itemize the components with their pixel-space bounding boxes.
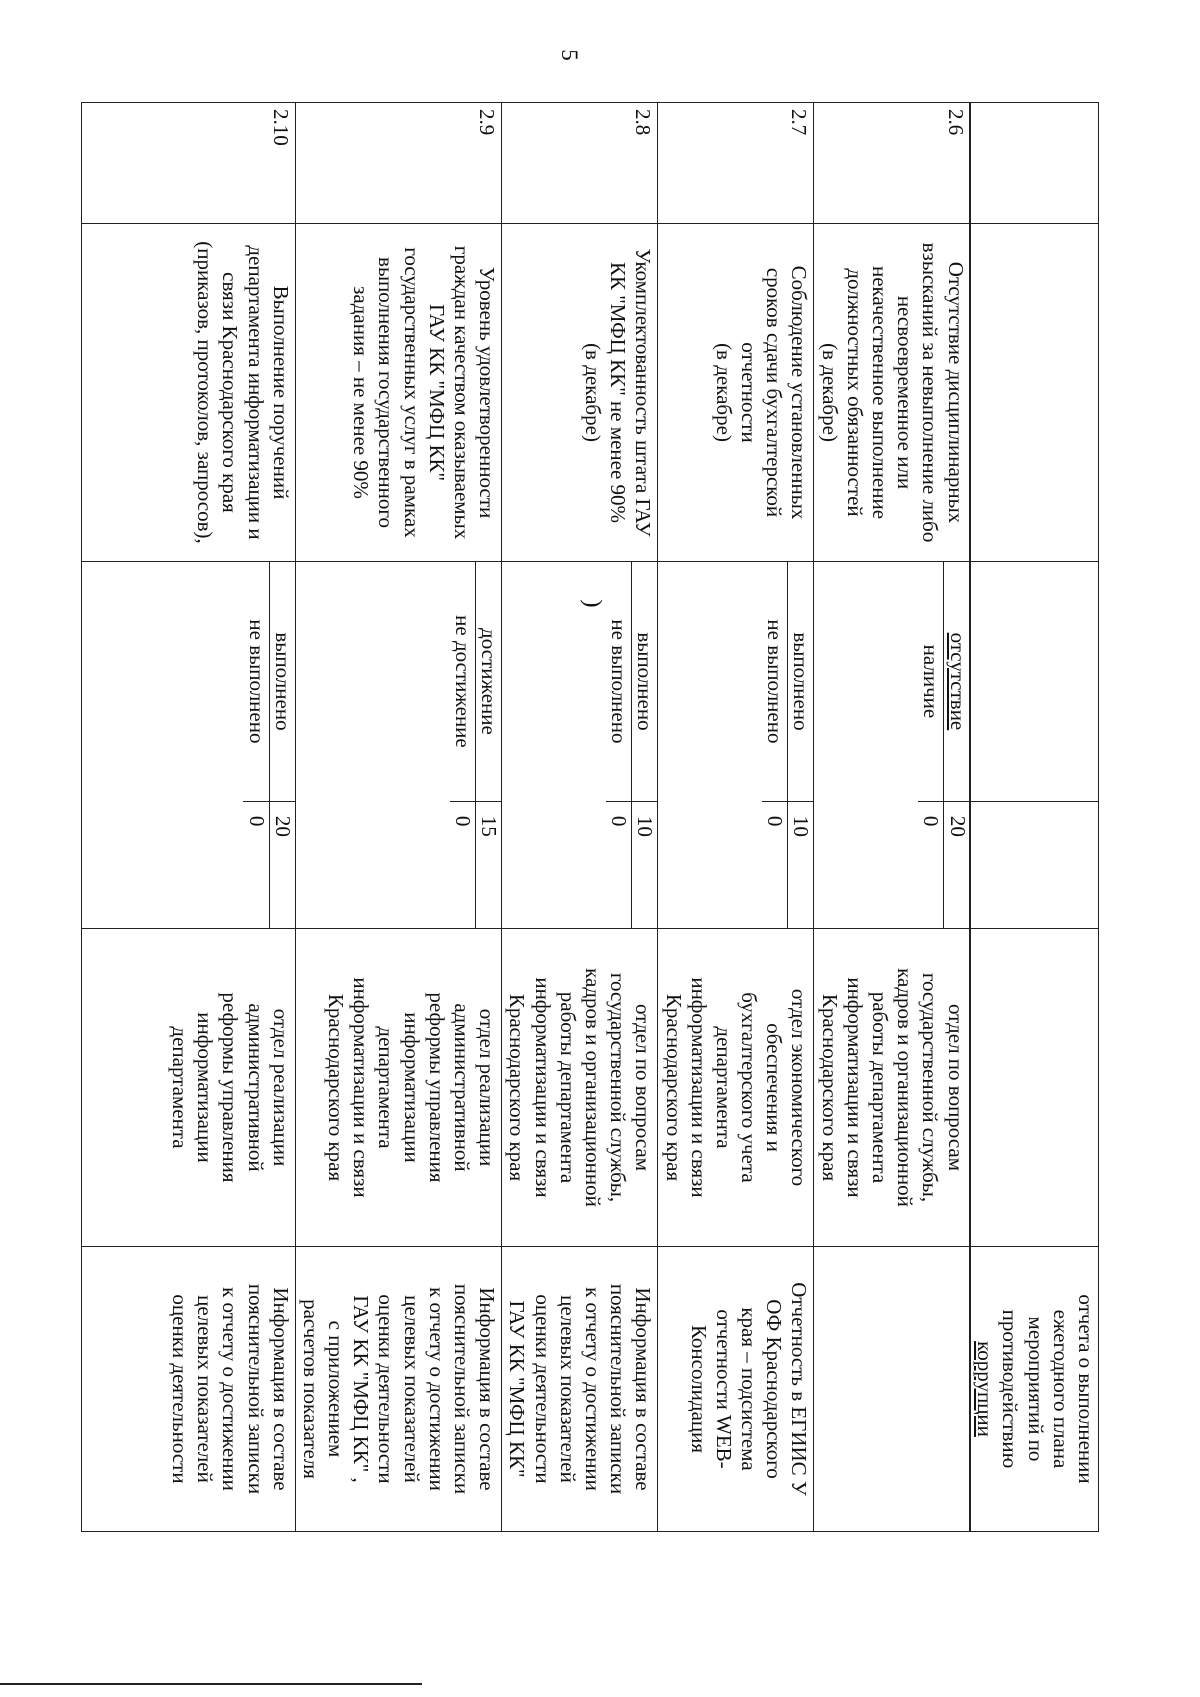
responsible-line: бухгалтерского учета — [737, 992, 762, 1183]
criterion-line: задания – не менее 90% — [349, 286, 374, 499]
responsible-line: Краснодарского края — [505, 993, 530, 1182]
source-line: Информация в составе — [475, 1287, 500, 1491]
report-line: противодействию — [998, 1309, 1023, 1469]
page-number: 5 — [556, 49, 582, 61]
state-points-table — [243, 562, 294, 928]
criterion-line: связи Краснодарского края — [218, 272, 243, 513]
responsible-line: административной — [243, 1003, 268, 1172]
source-line: ГАУ КК "МФЦ КК" — [505, 1300, 530, 1478]
source-cell — [81, 1247, 295, 1532]
points-positive: 10 — [632, 801, 658, 928]
state-points-cell — [81, 562, 295, 929]
points-negative: 0 — [243, 801, 269, 928]
responsible-line: Краснодарского края — [324, 993, 349, 1182]
criterion-line: Выполнение поручений — [268, 285, 293, 500]
state-negative: не выполнено — [607, 619, 632, 744]
criterion-line: (в декабре) — [711, 343, 736, 442]
state-points-table — [762, 562, 813, 928]
row-number: 2.8 — [502, 103, 658, 224]
source-line: Информация в составе — [268, 1287, 293, 1491]
state-points-cell — [658, 562, 814, 929]
points-positive: 10 — [788, 801, 814, 928]
criterion-line: государственных услуг в рамках — [399, 247, 424, 538]
source-line: отчетности WEB- — [711, 1309, 736, 1469]
criterion-line: (в декабре) — [580, 343, 605, 442]
responsible-cell — [295, 929, 502, 1247]
criterion-line: (в декабре) — [817, 343, 842, 442]
state-negative: не достижение — [451, 615, 476, 748]
responsible-line: департамента — [374, 1026, 399, 1149]
cell-report — [970, 1247, 1099, 1532]
source-line: Консолидация — [686, 1324, 711, 1454]
criterion-cell — [814, 224, 970, 562]
source-line: с приложением — [324, 1320, 349, 1458]
points-positive: 20 — [269, 801, 295, 928]
responsible-line: Краснодарского края — [661, 993, 686, 1182]
state-positive: выполнено — [632, 562, 658, 801]
source-line: пояснительной записки — [243, 1283, 268, 1495]
responsible-line: отдел по вопросам — [943, 1003, 968, 1172]
cell-criterion-empty — [970, 224, 1099, 562]
source-line: пояснительной записки — [606, 1283, 631, 1495]
source-line: пояснительной записки — [450, 1283, 475, 1495]
responsible-line: информатизации и связи — [349, 977, 374, 1198]
criterion-cell — [81, 224, 295, 562]
responsible-line: административной — [450, 1003, 475, 1172]
source-line: Отчетность в ЕГИИС У — [787, 1282, 812, 1496]
source-line: Информация в составе — [631, 1287, 656, 1491]
criterion-line: граждан качеством оказываемых — [450, 245, 475, 540]
source-line: расчетов показателя — [298, 1299, 323, 1479]
criteria-table — [969, 102, 1099, 1532]
criterion-line: выполнения государственного — [374, 257, 399, 528]
source-cell — [502, 1247, 658, 1532]
points-negative: 0 — [918, 801, 944, 928]
responsible-cell — [81, 929, 295, 1247]
row-number: 2.9 — [295, 103, 502, 224]
source-line: к отчету о достижении — [580, 1287, 605, 1491]
criterion-line: несвоевременное или — [893, 295, 918, 490]
source-cell — [295, 1247, 502, 1532]
source-line: к отчету о достижении — [424, 1287, 449, 1491]
responsible-line: отдел реализации — [475, 1008, 500, 1167]
row-number: 2.10 — [81, 103, 295, 224]
table-row — [814, 103, 970, 1532]
responsible-line: департамента — [167, 1026, 192, 1149]
responsible-cell — [502, 929, 658, 1247]
criterion-line: департамента информатизации и — [243, 245, 268, 540]
state-positive: выполнено — [269, 562, 295, 801]
source-cell — [658, 1247, 814, 1532]
cell-points-empty — [970, 802, 1099, 929]
responsible-line: информатизации и связи — [530, 977, 555, 1198]
criterion-line: Соблюдение установленных — [787, 265, 812, 520]
source-line: края – подсистема — [737, 1307, 762, 1471]
stray-mark: ) — [579, 599, 606, 608]
source-line: оценки деятельности — [374, 1294, 399, 1484]
state-points-cell — [502, 562, 658, 929]
criterion-line: Отсутствие дисциплинарных — [943, 261, 968, 524]
state-points-cell — [295, 562, 502, 929]
criterion-cell — [502, 224, 658, 562]
table-row — [295, 103, 502, 1532]
responsible-line: департамента — [711, 1026, 736, 1149]
points-positive: 20 — [944, 801, 970, 928]
responsible-line: информатизации — [193, 1012, 218, 1163]
state-points-table — [450, 562, 501, 928]
criterion-line: отчетности — [737, 342, 762, 443]
responsible-cell — [658, 929, 814, 1247]
criteria-table-body — [81, 102, 971, 1532]
responsible-line: работы департамента — [868, 991, 893, 1184]
source-line: целевых показателей — [555, 1295, 580, 1483]
source-cell — [814, 1247, 970, 1532]
responsible-line: отдел реализации — [268, 1008, 293, 1167]
table-row — [658, 103, 814, 1532]
row-number: 2.6 — [814, 103, 970, 224]
criterion-line: сроков сдачи бухгалтерской — [762, 267, 787, 518]
responsible-line: отдел экономического — [787, 988, 812, 1187]
responsible-line: работы департамента — [555, 991, 580, 1184]
criterion-line: КК "МФЦ КК" не менее 90% — [606, 261, 631, 524]
responsible-cell — [814, 929, 970, 1247]
responsible-line: государственной службы, — [918, 972, 943, 1203]
source-line: целевых показателей — [193, 1295, 218, 1483]
state-points-table — [606, 562, 657, 928]
responsible-line: кадров и организационной — [580, 968, 605, 1207]
source-line: ГАУ КК "МФЦ КК" , — [349, 1295, 374, 1483]
points-negative: 0 — [450, 801, 476, 928]
criterion-line: (приказов, протоколов, запросов), — [193, 241, 218, 544]
table-row — [81, 103, 295, 1532]
responsible-line: кадров и организационной — [893, 968, 918, 1207]
responsible-line: обеспечения и — [762, 1023, 787, 1152]
responsible-line: государственной службы, — [606, 972, 631, 1203]
row-number: 2.7 — [658, 103, 814, 224]
report-line: ежегодного плана — [1048, 1309, 1073, 1469]
responsible-line: информатизации и связи — [842, 977, 867, 1198]
source-line: оценки деятельности — [167, 1294, 192, 1484]
cell-num-empty — [970, 103, 1099, 224]
report-line: отчета о выполнении — [1074, 1294, 1098, 1484]
table-row-continued — [970, 103, 1099, 1532]
responsible-line: реформы управления — [218, 992, 243, 1183]
rotated-table-container — [90, 102, 1099, 1531]
report-line: мероприятий по — [1023, 1316, 1048, 1462]
responsible-line: информатизации — [399, 1012, 424, 1163]
state-points-cell — [814, 562, 970, 929]
source-line: к отчету о достижении — [218, 1287, 243, 1491]
responsible-line: отдел по вопросам — [631, 1003, 656, 1172]
state-negative: наличие — [919, 644, 944, 719]
cell-state-empty — [970, 562, 1099, 802]
responsible-line: информатизации и связи — [686, 977, 711, 1198]
state-negative: не выполнено — [244, 619, 269, 744]
source-line: ОФ Краснодарского — [762, 1299, 787, 1479]
table-row — [502, 103, 658, 1532]
criterion-line: Укомплектованность штата ГАУ — [631, 248, 656, 537]
source-line: оценки деятельности — [530, 1294, 555, 1484]
responsible-line: реформы управления — [424, 992, 449, 1183]
criterion-line: Уровень удовлетворенности — [475, 266, 500, 519]
footnote-rule — [0, 1683, 422, 1685]
state-positive: достижение — [476, 562, 502, 801]
criterion-line: должностных обязанностей — [842, 268, 867, 517]
state-points-table — [918, 562, 969, 928]
points-negative: 0 — [762, 801, 788, 928]
points-positive: 15 — [476, 801, 502, 928]
state-positive: выполнено — [788, 562, 814, 801]
criterion-line: взысканий за невыполнение либо — [918, 242, 943, 543]
points-negative: 0 — [606, 801, 632, 928]
criterion-cell — [295, 224, 502, 562]
criterion-cell — [658, 224, 814, 562]
state-positive: отсутствие — [944, 562, 970, 801]
criterion-line: некачественное выполнение — [868, 265, 893, 520]
cell-responsible-empty — [970, 929, 1099, 1247]
criterion-line: ГАУ КК "МФЦ КК" — [424, 303, 449, 482]
responsible-line: Краснодарского края — [817, 993, 842, 1182]
report-line: коррупции — [973, 1341, 998, 1437]
source-line: целевых показателей — [399, 1295, 424, 1483]
state-negative: не выполнено — [763, 619, 788, 744]
